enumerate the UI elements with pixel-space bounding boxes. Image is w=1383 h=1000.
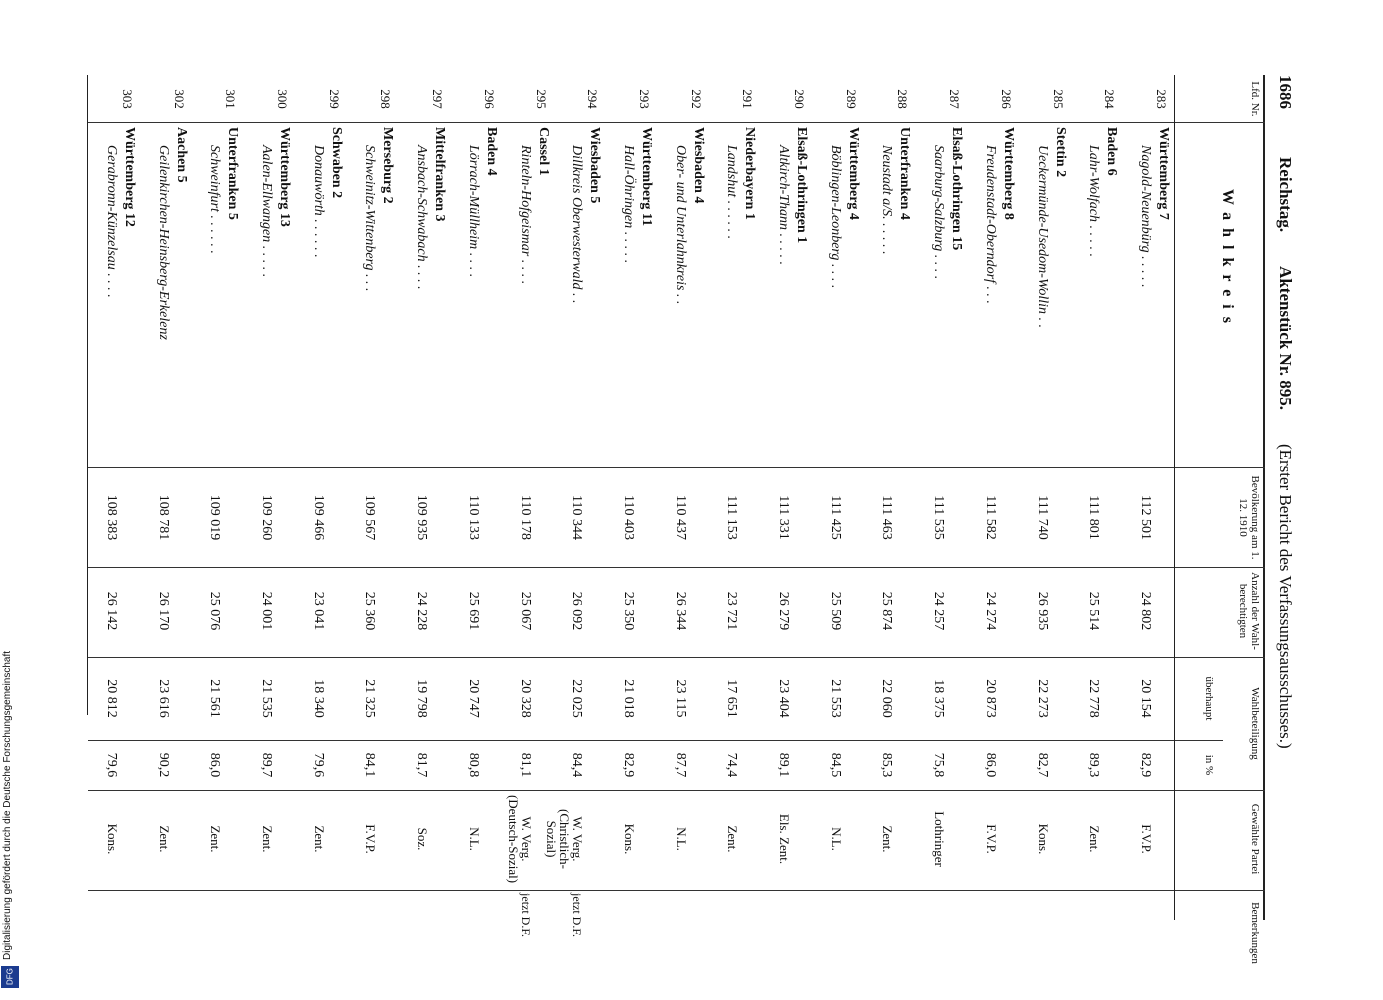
wahlbeteiligung-percent: 81,1	[517, 752, 533, 778]
wahlbeteiligung-value: 17 651	[724, 679, 740, 718]
wahlberechtigte-value: 24 802	[1138, 591, 1153, 631]
wahlkreis-district: Schweinfurt . . . . . .	[207, 145, 223, 254]
row-number: 295	[533, 89, 549, 109]
wahlbeteiligung-value: 19 798	[414, 679, 430, 718]
row-number: 288	[895, 89, 911, 109]
party-value: Soz.	[415, 827, 431, 851]
wahlkreis-region: Elsaß-Lothringen 1	[794, 127, 810, 244]
bevoelkerung-value: 109 567	[362, 494, 378, 541]
wahlkreis-district: Gerabronn-Künzelsau . . . .	[104, 145, 119, 298]
wahlbeteiligung-value: 23 404	[776, 679, 792, 718]
chamber-title: Reichstag.	[1276, 157, 1295, 233]
wahlberechtigte-value: 25 076	[207, 591, 223, 631]
wahlberechtigte-value: 26 142	[104, 591, 119, 631]
party-value: F.V.P.	[363, 824, 379, 854]
wahlbeteiligung-value: 21 561	[207, 679, 223, 718]
table-row	[544, 75, 603, 938]
table-row	[912, 75, 964, 920]
bevoelkerung-value: 111 425	[827, 495, 843, 540]
wahlkreis-district: Lahr-Wolfach . . . . .	[1086, 145, 1102, 257]
report-title: (Erster Bericht des Verfassungsausschusses.)	[1276, 443, 1295, 749]
wahlbeteiligung-value: 21 535	[259, 679, 275, 718]
wahlberechtigte-value: 24 228	[414, 591, 430, 631]
party-value: Zent.	[311, 825, 327, 853]
wahlkreis-region: Württemberg 7	[1156, 127, 1171, 220]
bevoelkerung-value: 108 383	[104, 494, 119, 541]
wahlberechtigte-value: 25 350	[621, 591, 636, 631]
col-header-prozent: in %	[1203, 754, 1215, 776]
wahlbeteiligung-percent: 81,7	[414, 752, 430, 778]
wahlkreis-region: Niederbayern 1	[742, 127, 758, 220]
row-number: 298	[378, 89, 394, 109]
bevoelkerung-value: 110 178	[517, 495, 533, 540]
bevoelkerung-value: 111 153	[724, 495, 740, 540]
digitization-note: Digitalisierung gefördert durch die Deutsche Forschungsgemeinschaft	[2, 650, 13, 960]
row-number: 294	[585, 89, 601, 109]
wahlkreis-district: Ansbach-Schwabach . . . .	[414, 145, 430, 290]
wahlkreis-region: Baden 6	[1104, 127, 1120, 176]
wahlbeteiligung-percent: 75,8	[931, 752, 947, 778]
party-value: W. Verg. (Deutsch-Sozial)	[505, 794, 534, 884]
table-row	[137, 75, 189, 920]
col-header-nr: Lfd. Nr.	[1249, 81, 1261, 117]
wahlberechtigte-value: 24 257	[931, 591, 947, 631]
party-value: Lothringer	[932, 811, 948, 867]
table-row	[861, 75, 913, 920]
wahlberechtigte-value: 25 360	[362, 591, 378, 631]
wahlkreis-district: Aalen-Ellwangen . . . . .	[259, 145, 275, 278]
table-row	[85, 75, 137, 920]
bevoelkerung-value: 111 801	[1086, 495, 1102, 540]
row-number: 284	[1102, 89, 1118, 109]
table-row	[395, 75, 447, 920]
party-value: F.V.P.	[983, 824, 999, 854]
table-row	[602, 75, 654, 920]
table-row	[1016, 75, 1068, 920]
table-row	[240, 75, 292, 920]
wahlbeteiligung-value: 22 025	[569, 679, 585, 718]
party-value: Zent.	[260, 825, 276, 853]
bevoelkerung-value: 111 463	[879, 495, 895, 540]
wahlkreis-district: Neustadt a/S. . . . . .	[879, 145, 895, 255]
header-rule	[1174, 75, 1175, 920]
wahlkreis-district: Altkirch-Thann . . . . .	[776, 145, 792, 266]
bevoelkerung-value: 110 344	[569, 495, 585, 540]
wahlbeteiligung-value: 20 328	[517, 679, 533, 718]
party-value: Kons.	[622, 823, 637, 855]
wahlberechtigte-value: 24 274	[982, 591, 998, 631]
wahlkreis-region: Stettin 2	[1052, 127, 1068, 178]
wahlkreis-region: Wiesbaden 4	[690, 127, 706, 204]
bevoelkerung-value: 109 260	[259, 494, 275, 541]
col-header-wahlkreis: Wahlkreis	[1219, 189, 1236, 331]
bevoelkerung-value: 109 019	[207, 494, 223, 541]
table-row	[964, 75, 1016, 920]
wahlkreis-region: Baden 4	[483, 127, 499, 176]
table-row	[809, 75, 861, 920]
wahlkreis-district: Landshut . . . . . .	[724, 145, 740, 240]
party-value: Kons.	[1035, 823, 1051, 855]
row-number: 286	[998, 89, 1014, 109]
bevoelkerung-value: 111 582	[982, 495, 998, 540]
wahlberechtigte-value: 26 092	[569, 591, 585, 631]
row-number: 291	[740, 89, 756, 109]
row-number: 289	[843, 89, 859, 109]
wahlbeteiligung-percent: 80,8	[465, 752, 481, 778]
party-value: Zent.	[156, 825, 172, 853]
row-number: 301	[223, 89, 239, 109]
wahlberechtigte-value: 26 170	[155, 591, 171, 631]
row-number: 296	[481, 89, 497, 109]
wahlbeteiligung-percent: 74,4	[724, 752, 740, 778]
bevoelkerung-value: 110 437	[672, 495, 688, 540]
wahlbeteiligung-percent: 90,2	[155, 752, 171, 778]
wahlbeteiligung-percent: 86,0	[207, 752, 223, 778]
wahlbeteiligung-value: 23 616	[155, 679, 171, 718]
wahlbeteiligung-percent: 89,7	[259, 752, 275, 778]
wahlkreis-district: Saarburg-Salzburg . . . .	[931, 145, 947, 280]
table-row	[1067, 75, 1119, 920]
wahlbeteiligung-percent: 84,5	[827, 752, 843, 778]
col-header-wahlbeteiligung: Wahlbeteiligung	[1249, 687, 1261, 760]
table-row	[447, 75, 499, 920]
wahlkreis-district: Ueckermünde-Usedom-Wollin . .	[1034, 145, 1050, 328]
party-value: N.L.	[673, 827, 689, 851]
wahlkreis-district: Böblingen-Leonberg . . . .	[827, 145, 843, 289]
wahlkreis-region: Württemberg 12	[122, 127, 137, 227]
wahlbeteiligung-percent: 82,9	[621, 752, 636, 778]
col-header-ueberhaupt: überhaupt	[1203, 676, 1215, 721]
bevoelkerung-value: 111 535	[931, 495, 947, 540]
row-number: 287	[947, 89, 963, 109]
wahlbeteiligung-value: 20 747	[465, 679, 481, 718]
wahlkreis-region: Aachen 5	[173, 127, 189, 183]
wahlbeteiligung-percent: 89,1	[776, 752, 792, 778]
bevoelkerung-value: 111 331	[776, 495, 792, 540]
party-value: F.V.P.	[1139, 824, 1154, 854]
party-value: Zent.	[880, 825, 896, 853]
party-value: Zent.	[1087, 825, 1103, 853]
row-number: 290	[792, 89, 808, 109]
wahlkreis-district: Hall-Öhringen . . . . .	[621, 145, 636, 264]
party-value: N.L.	[466, 827, 482, 851]
wahlberechtigte-value: 26 935	[1034, 591, 1050, 631]
wahlberechtigte-value: 25 067	[517, 591, 533, 631]
wahlbeteiligung-value: 21 325	[362, 679, 378, 718]
wahlkreis-district: Geilenkirchen-Heinsberg-Erkelenz	[155, 145, 171, 340]
wahlbeteiligung-value: 22 778	[1086, 679, 1102, 718]
wahlkreis-region: Württemberg 4	[845, 127, 861, 220]
table-row	[344, 75, 396, 920]
wahlbeteiligung-value: 22 273	[1034, 679, 1050, 718]
table-row	[757, 75, 809, 920]
wahlbeteiligung-percent: 79,6	[104, 752, 119, 778]
wahlbeteiligung-value: 20 812	[104, 679, 119, 718]
bottom-rule	[87, 75, 88, 715]
row-number: 285	[1050, 89, 1066, 109]
row-number: 303	[120, 89, 135, 109]
col-header-bevoelkerung: Bevölkerung am 1. 12. 1910	[1237, 475, 1261, 560]
party-value: Kons.	[105, 823, 120, 855]
wahlbeteiligung-value: 22 060	[879, 679, 895, 718]
wahlkreis-region: Elsaß-Lothringen 15	[949, 127, 965, 251]
wahlbeteiligung-value: 23 115	[672, 679, 688, 718]
wahlkreis-region: Wiesbaden 5	[587, 127, 603, 204]
wahlkreis-region: Schwaben 2	[328, 127, 344, 199]
wahlbeteiligung-value: 21 018	[621, 679, 636, 718]
party-value: N.L.	[828, 827, 844, 851]
wahlkreis-region: Württemberg 13	[277, 127, 293, 227]
wahlberechtigte-value: 26 344	[672, 591, 688, 631]
remark-value: jetzt D.F.	[570, 893, 585, 938]
wahlbeteiligung-percent: 86,0	[982, 752, 998, 778]
wahlbeteiligung-value: 20 154	[1138, 679, 1153, 718]
wahlberechtigte-value: 25 509	[827, 591, 843, 631]
document-title: Aktenstück Nr. 895.	[1276, 266, 1295, 410]
wahlkreis-region: Württemberg 8	[1000, 127, 1016, 220]
wahlbeteiligung-value: 20 873	[982, 679, 998, 718]
wahlkreis-region: Unterfranken 4	[897, 127, 913, 220]
dfg-sidebar	[0, 600, 20, 990]
wahlkreis-district: Nagold-Neuenbürg . . . . .	[1138, 145, 1153, 288]
row-number: 300	[275, 89, 291, 109]
wahlkreis-district: Rinteln-Hofgeismar . . . .	[517, 145, 533, 285]
wahlberechtigte-value: 23 041	[310, 591, 326, 631]
wahlkreis-region: Merseburg 2	[380, 127, 396, 204]
row-number: 297	[430, 89, 446, 109]
bevoelkerung-value: 110 133	[465, 495, 481, 540]
bevoelkerung-value: 110 403	[621, 495, 636, 540]
wahlkreis-district: Ober- und Unterlahnkreis . .	[672, 145, 688, 305]
table-row	[292, 75, 344, 920]
row-number: 283	[1154, 89, 1169, 109]
wahlbeteiligung-value: 21 553	[827, 679, 843, 718]
wahlkreis-district: Donauwörth . . . . . .	[310, 145, 326, 258]
page-header	[1265, 75, 1305, 920]
wahlkreis-district: Freudenstadt-Oberndorf . . .	[982, 145, 998, 304]
row-number: 299	[326, 89, 342, 109]
wahlbeteiligung-value: 18 375	[931, 679, 947, 718]
wahlbeteiligung-percent: 79,6	[310, 752, 326, 778]
table-row	[705, 75, 757, 920]
page-number: 1686	[1276, 75, 1295, 109]
bevoelkerung-value: 111 740	[1034, 495, 1050, 540]
wahlbeteiligung-percent: 89,3	[1086, 752, 1102, 778]
col-header-bemerkungen: Bemerkungen	[1249, 902, 1261, 964]
table-row	[499, 75, 551, 938]
table-row	[188, 75, 240, 920]
wahlbeteiligung-percent: 84,1	[362, 752, 378, 778]
wahlkreis-region: Cassel 1	[535, 127, 551, 176]
wahlkreis-region: Württemberg 11	[639, 127, 654, 227]
table-row	[1119, 75, 1171, 920]
wahlbeteiligung-value: 18 340	[310, 679, 326, 718]
wahlkreis-district: Lörrach-Müllheim . . . .	[465, 145, 481, 278]
table-row	[654, 75, 706, 920]
wahlberechtigte-value: 25 691	[465, 591, 481, 631]
bevoelkerung-value: 109 466	[310, 494, 326, 541]
wahlbeteiligung-percent: 87,7	[672, 752, 688, 778]
row-number: 302	[171, 89, 187, 109]
bevoelkerung-value: 109 935	[414, 494, 430, 541]
remark-value: jetzt D.F.	[518, 893, 533, 938]
wahlbeteiligung-percent: 84,4	[569, 752, 585, 778]
party-value: Zent.	[208, 825, 224, 853]
wahlbeteiligung-percent: 82,9	[1138, 752, 1153, 778]
bevoelkerung-value: 112 501	[1138, 495, 1153, 540]
party-value: W. Verg. (Christlich-Sozial)	[544, 809, 586, 869]
wahlberechtigte-value: 23 721	[724, 591, 740, 631]
wahlbeteiligung-percent: 85,3	[879, 752, 895, 778]
wahlberechtigte-value: 24 001	[259, 591, 275, 631]
wahlberechtigte-value: 25 514	[1086, 591, 1102, 631]
top-rule	[1263, 75, 1265, 920]
wahlkreis-district: Schweinitz-Wittenberg . . .	[362, 145, 378, 292]
dfg-logo: DFG	[1, 966, 19, 988]
wahlkreis-region: Unterfranken 5	[225, 127, 241, 220]
col-header-partei: Gewählte Partei	[1249, 803, 1261, 875]
wahlkreis-district: Dillkreis Oberwesterwald . .	[569, 145, 585, 304]
wahlberechtigte-value: 25 874	[879, 591, 895, 631]
wahlkreis-region: Mittelfranken 3	[432, 127, 448, 222]
wahlberechtigte-value: 26 279	[776, 591, 792, 631]
row-number: 293	[637, 89, 652, 109]
bevoelkerung-value: 108 781	[155, 494, 171, 541]
row-number: 292	[688, 89, 704, 109]
col-header-wahlberechtigte: Anzahl der Wahl-berechtigten	[1237, 572, 1261, 650]
party-value: Zent.	[725, 825, 741, 853]
wahlbeteiligung-percent: 82,7	[1034, 752, 1050, 778]
party-value: Els. Zent.	[777, 813, 793, 865]
